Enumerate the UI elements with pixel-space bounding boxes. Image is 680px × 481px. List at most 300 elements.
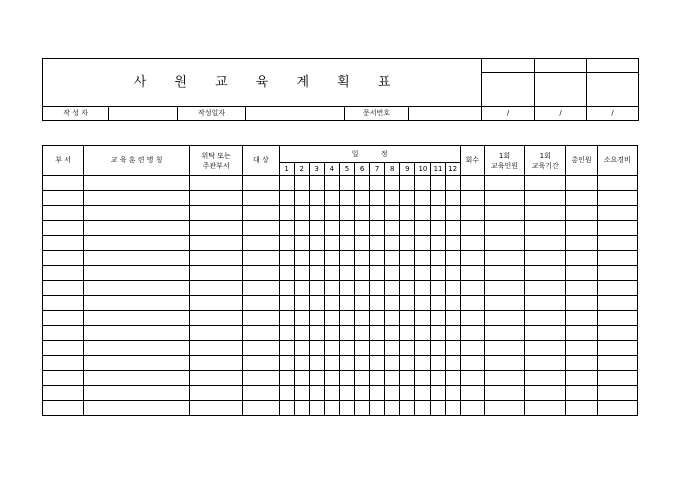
table-cell[interactable]: [355, 281, 370, 296]
table-cell[interactable]: [279, 206, 294, 221]
table-cell[interactable]: [445, 371, 460, 386]
table-cell[interactable]: [370, 326, 385, 341]
table-cell[interactable]: [385, 266, 400, 281]
table-cell[interactable]: [431, 386, 445, 401]
table-cell[interactable]: [400, 311, 415, 326]
table-cell[interactable]: [43, 266, 84, 281]
table-cell[interactable]: [355, 371, 370, 386]
table-cell[interactable]: [243, 386, 279, 401]
table-cell[interactable]: [294, 266, 309, 281]
table-cell[interactable]: [84, 356, 190, 371]
table-cell[interactable]: [189, 191, 242, 206]
table-cell[interactable]: [43, 206, 84, 221]
table-cell[interactable]: [415, 266, 431, 281]
table-cell[interactable]: [84, 236, 190, 251]
table-cell[interactable]: [566, 326, 597, 341]
table-cell[interactable]: [597, 176, 637, 191]
table-cell[interactable]: [460, 191, 484, 206]
table-cell[interactable]: [294, 251, 309, 266]
table-cell[interactable]: [415, 341, 431, 356]
table-cell[interactable]: [370, 356, 385, 371]
table-cell[interactable]: [484, 356, 524, 371]
table-cell[interactable]: [445, 326, 460, 341]
table-cell[interactable]: [597, 236, 637, 251]
doc-number-field[interactable]: [409, 107, 482, 121]
table-cell[interactable]: [355, 356, 370, 371]
table-cell[interactable]: [445, 341, 460, 356]
table-cell[interactable]: [294, 311, 309, 326]
table-cell[interactable]: [460, 311, 484, 326]
table-cell[interactable]: [309, 371, 324, 386]
table-cell[interactable]: [43, 281, 84, 296]
table-cell[interactable]: [243, 191, 279, 206]
table-cell[interactable]: [189, 176, 242, 191]
table-cell[interactable]: [400, 266, 415, 281]
table-cell[interactable]: [566, 251, 597, 266]
table-cell[interactable]: [400, 296, 415, 311]
table-cell[interactable]: [415, 356, 431, 371]
table-cell[interactable]: [189, 311, 242, 326]
table-cell[interactable]: [597, 281, 637, 296]
approval-box-2-label[interactable]: [535, 59, 587, 73]
table-cell[interactable]: [445, 401, 460, 416]
table-cell[interactable]: [525, 251, 566, 266]
table-cell[interactable]: [309, 296, 324, 311]
table-cell[interactable]: [566, 206, 597, 221]
table-cell[interactable]: [189, 266, 242, 281]
table-cell[interactable]: [597, 311, 637, 326]
table-cell[interactable]: [189, 356, 242, 371]
table-cell[interactable]: [243, 251, 279, 266]
table-cell[interactable]: [243, 281, 279, 296]
table-cell[interactable]: [339, 221, 354, 236]
date-field[interactable]: [246, 107, 345, 121]
table-cell[interactable]: [484, 176, 524, 191]
table-cell[interactable]: [400, 251, 415, 266]
table-cell[interactable]: [525, 221, 566, 236]
table-cell[interactable]: [309, 311, 324, 326]
table-cell[interactable]: [243, 236, 279, 251]
table-cell[interactable]: [400, 341, 415, 356]
table-cell[interactable]: [294, 221, 309, 236]
table-cell[interactable]: [324, 221, 339, 236]
table-cell[interactable]: [43, 311, 84, 326]
table-cell[interactable]: [525, 266, 566, 281]
table-cell[interactable]: [355, 221, 370, 236]
table-cell[interactable]: [445, 236, 460, 251]
table-cell[interactable]: [324, 401, 339, 416]
table-cell[interactable]: [355, 236, 370, 251]
table-cell[interactable]: [566, 356, 597, 371]
table-cell[interactable]: [431, 371, 445, 386]
table-cell[interactable]: [415, 386, 431, 401]
table-cell[interactable]: [460, 356, 484, 371]
approval-box-2-sign[interactable]: [535, 73, 587, 107]
table-cell[interactable]: [445, 221, 460, 236]
table-cell[interactable]: [243, 266, 279, 281]
table-cell[interactable]: [525, 176, 566, 191]
table-cell[interactable]: [279, 326, 294, 341]
table-cell[interactable]: [279, 221, 294, 236]
table-cell[interactable]: [400, 176, 415, 191]
table-cell[interactable]: [279, 236, 294, 251]
table-cell[interactable]: [385, 296, 400, 311]
table-cell[interactable]: [355, 296, 370, 311]
table-cell[interactable]: [597, 386, 637, 401]
table-cell[interactable]: [84, 371, 190, 386]
table-cell[interactable]: [324, 191, 339, 206]
table-cell[interactable]: [355, 266, 370, 281]
table-cell[interactable]: [84, 281, 190, 296]
table-cell[interactable]: [324, 176, 339, 191]
author-field[interactable]: [109, 107, 178, 121]
table-cell[interactable]: [484, 251, 524, 266]
table-cell[interactable]: [431, 266, 445, 281]
table-cell[interactable]: [415, 191, 431, 206]
table-cell[interactable]: [566, 266, 597, 281]
table-cell[interactable]: [309, 356, 324, 371]
table-cell[interactable]: [400, 371, 415, 386]
table-cell[interactable]: [445, 386, 460, 401]
table-cell[interactable]: [484, 206, 524, 221]
table-cell[interactable]: [324, 371, 339, 386]
table-cell[interactable]: [385, 191, 400, 206]
table-cell[interactable]: [597, 356, 637, 371]
table-cell[interactable]: [370, 341, 385, 356]
table-cell[interactable]: [324, 356, 339, 371]
table-cell[interactable]: [385, 251, 400, 266]
table-cell[interactable]: [525, 341, 566, 356]
table-cell[interactable]: [385, 371, 400, 386]
table-cell[interactable]: [309, 386, 324, 401]
table-cell[interactable]: [339, 206, 354, 221]
table-cell[interactable]: [370, 221, 385, 236]
table-cell[interactable]: [243, 401, 279, 416]
table-cell[interactable]: [370, 296, 385, 311]
table-cell[interactable]: [279, 281, 294, 296]
table-cell[interactable]: [484, 326, 524, 341]
table-cell[interactable]: [279, 371, 294, 386]
table-cell[interactable]: [279, 401, 294, 416]
table-cell[interactable]: [566, 221, 597, 236]
table-cell[interactable]: [84, 326, 190, 341]
table-cell[interactable]: [597, 266, 637, 281]
table-cell[interactable]: [370, 311, 385, 326]
table-cell[interactable]: [484, 221, 524, 236]
table-cell[interactable]: [189, 401, 242, 416]
table-cell[interactable]: [460, 296, 484, 311]
table-cell[interactable]: [400, 206, 415, 221]
table-cell[interactable]: [525, 371, 566, 386]
table-cell[interactable]: [243, 221, 279, 236]
table-cell[interactable]: [189, 371, 242, 386]
table-cell[interactable]: [525, 356, 566, 371]
table-cell[interactable]: [385, 281, 400, 296]
table-cell[interactable]: [385, 401, 400, 416]
approval-box-3-sign[interactable]: [587, 73, 639, 107]
table-cell[interactable]: [84, 176, 190, 191]
table-cell[interactable]: [294, 341, 309, 356]
table-cell[interactable]: [339, 386, 354, 401]
table-cell[interactable]: [43, 401, 84, 416]
table-cell[interactable]: [324, 251, 339, 266]
table-cell[interactable]: [415, 206, 431, 221]
table-cell[interactable]: [566, 341, 597, 356]
table-cell[interactable]: [415, 371, 431, 386]
table-cell[interactable]: [460, 401, 484, 416]
table-cell[interactable]: [355, 386, 370, 401]
table-cell[interactable]: [597, 251, 637, 266]
table-cell[interactable]: [324, 341, 339, 356]
table-cell[interactable]: [445, 176, 460, 191]
table-cell[interactable]: [431, 251, 445, 266]
table-cell[interactable]: [243, 356, 279, 371]
table-cell[interactable]: [370, 386, 385, 401]
table-cell[interactable]: [370, 401, 385, 416]
table-cell[interactable]: [460, 251, 484, 266]
table-cell[interactable]: [370, 281, 385, 296]
table-cell[interactable]: [525, 326, 566, 341]
table-cell[interactable]: [400, 401, 415, 416]
table-cell[interactable]: [400, 281, 415, 296]
table-cell[interactable]: [43, 356, 84, 371]
table-cell[interactable]: [279, 251, 294, 266]
table-cell[interactable]: [445, 311, 460, 326]
table-cell[interactable]: [355, 326, 370, 341]
table-cell[interactable]: [525, 311, 566, 326]
table-cell[interactable]: [294, 281, 309, 296]
table-cell[interactable]: [460, 266, 484, 281]
table-cell[interactable]: [431, 206, 445, 221]
table-cell[interactable]: [294, 386, 309, 401]
table-cell[interactable]: [309, 191, 324, 206]
table-cell[interactable]: [43, 221, 84, 236]
table-cell[interactable]: [484, 386, 524, 401]
table-cell[interactable]: [324, 281, 339, 296]
table-cell[interactable]: [431, 341, 445, 356]
table-cell[interactable]: [279, 266, 294, 281]
table-cell[interactable]: [309, 236, 324, 251]
table-cell[interactable]: [460, 371, 484, 386]
table-cell[interactable]: [324, 386, 339, 401]
table-cell[interactable]: [324, 326, 339, 341]
table-cell[interactable]: [43, 251, 84, 266]
table-cell[interactable]: [566, 311, 597, 326]
table-cell[interactable]: [243, 296, 279, 311]
table-cell[interactable]: [415, 296, 431, 311]
table-cell[interactable]: [189, 221, 242, 236]
table-cell[interactable]: [400, 356, 415, 371]
table-cell[interactable]: [189, 341, 242, 356]
table-cell[interactable]: [460, 341, 484, 356]
table-cell[interactable]: [445, 296, 460, 311]
table-cell[interactable]: [355, 341, 370, 356]
approval-date-1[interactable]: /: [482, 107, 535, 121]
table-cell[interactable]: [339, 266, 354, 281]
table-cell[interactable]: [355, 311, 370, 326]
table-cell[interactable]: [294, 176, 309, 191]
table-cell[interactable]: [324, 266, 339, 281]
table-cell[interactable]: [355, 206, 370, 221]
table-cell[interactable]: [279, 341, 294, 356]
table-cell[interactable]: [243, 311, 279, 326]
table-cell[interactable]: [370, 206, 385, 221]
table-cell[interactable]: [339, 326, 354, 341]
table-cell[interactable]: [355, 251, 370, 266]
table-cell[interactable]: [309, 206, 324, 221]
table-cell[interactable]: [566, 386, 597, 401]
table-cell[interactable]: [415, 311, 431, 326]
table-cell[interactable]: [84, 191, 190, 206]
table-cell[interactable]: [279, 311, 294, 326]
table-cell[interactable]: [566, 236, 597, 251]
table-cell[interactable]: [43, 386, 84, 401]
table-cell[interactable]: [355, 401, 370, 416]
table-cell[interactable]: [324, 206, 339, 221]
table-cell[interactable]: [279, 191, 294, 206]
table-cell[interactable]: [385, 356, 400, 371]
table-cell[interactable]: [243, 371, 279, 386]
table-cell[interactable]: [431, 326, 445, 341]
table-cell[interactable]: [189, 281, 242, 296]
table-cell[interactable]: [279, 176, 294, 191]
table-cell[interactable]: [385, 341, 400, 356]
table-cell[interactable]: [484, 266, 524, 281]
approval-box-1-sign[interactable]: [482, 73, 535, 107]
table-cell[interactable]: [294, 236, 309, 251]
approval-date-2[interactable]: /: [535, 107, 587, 121]
table-cell[interactable]: [355, 191, 370, 206]
table-cell[interactable]: [460, 281, 484, 296]
approval-box-3-label[interactable]: [587, 59, 639, 73]
table-cell[interactable]: [415, 281, 431, 296]
table-cell[interactable]: [279, 296, 294, 311]
table-cell[interactable]: [445, 251, 460, 266]
table-cell[interactable]: [43, 296, 84, 311]
table-cell[interactable]: [431, 221, 445, 236]
table-cell[interactable]: [484, 191, 524, 206]
table-cell[interactable]: [385, 176, 400, 191]
table-cell[interactable]: [189, 386, 242, 401]
table-cell[interactable]: [243, 326, 279, 341]
table-cell[interactable]: [84, 401, 190, 416]
table-cell[interactable]: [309, 176, 324, 191]
table-cell[interactable]: [339, 281, 354, 296]
table-cell[interactable]: [445, 281, 460, 296]
table-cell[interactable]: [460, 206, 484, 221]
table-cell[interactable]: [385, 326, 400, 341]
table-cell[interactable]: [566, 371, 597, 386]
table-cell[interactable]: [339, 236, 354, 251]
table-cell[interactable]: [339, 356, 354, 371]
table-cell[interactable]: [566, 401, 597, 416]
table-cell[interactable]: [597, 371, 637, 386]
table-cell[interactable]: [431, 191, 445, 206]
table-cell[interactable]: [597, 221, 637, 236]
table-cell[interactable]: [339, 296, 354, 311]
table-cell[interactable]: [339, 311, 354, 326]
table-cell[interactable]: [415, 221, 431, 236]
table-cell[interactable]: [84, 251, 190, 266]
table-cell[interactable]: [189, 236, 242, 251]
table-cell[interactable]: [460, 221, 484, 236]
table-cell[interactable]: [431, 401, 445, 416]
table-cell[interactable]: [43, 176, 84, 191]
table-cell[interactable]: [484, 341, 524, 356]
table-cell[interactable]: [243, 206, 279, 221]
table-cell[interactable]: [279, 386, 294, 401]
table-cell[interactable]: [415, 401, 431, 416]
table-cell[interactable]: [445, 356, 460, 371]
table-cell[interactable]: [400, 386, 415, 401]
table-cell[interactable]: [309, 341, 324, 356]
table-cell[interactable]: [415, 236, 431, 251]
table-cell[interactable]: [324, 311, 339, 326]
table-cell[interactable]: [597, 341, 637, 356]
table-cell[interactable]: [339, 176, 354, 191]
table-cell[interactable]: [84, 311, 190, 326]
table-cell[interactable]: [484, 401, 524, 416]
table-cell[interactable]: [294, 191, 309, 206]
table-cell[interactable]: [431, 356, 445, 371]
table-cell[interactable]: [309, 401, 324, 416]
table-cell[interactable]: [484, 236, 524, 251]
table-cell[interactable]: [566, 191, 597, 206]
table-cell[interactable]: [294, 401, 309, 416]
table-cell[interactable]: [431, 311, 445, 326]
table-cell[interactable]: [84, 221, 190, 236]
table-cell[interactable]: [84, 266, 190, 281]
table-cell[interactable]: [597, 401, 637, 416]
table-cell[interactable]: [385, 236, 400, 251]
table-cell[interactable]: [309, 281, 324, 296]
table-cell[interactable]: [370, 251, 385, 266]
table-cell[interactable]: [566, 296, 597, 311]
table-cell[interactable]: [370, 236, 385, 251]
table-cell[interactable]: [370, 176, 385, 191]
table-cell[interactable]: [339, 191, 354, 206]
table-cell[interactable]: [566, 281, 597, 296]
table-cell[interactable]: [400, 221, 415, 236]
table-cell[interactable]: [370, 266, 385, 281]
table-cell[interactable]: [309, 326, 324, 341]
table-cell[interactable]: [339, 251, 354, 266]
table-cell[interactable]: [84, 341, 190, 356]
approval-box-1-label[interactable]: [482, 59, 535, 73]
table-cell[interactable]: [415, 251, 431, 266]
table-cell[interactable]: [189, 206, 242, 221]
table-cell[interactable]: [309, 221, 324, 236]
table-cell[interactable]: [339, 401, 354, 416]
table-cell[interactable]: [385, 311, 400, 326]
table-cell[interactable]: [484, 281, 524, 296]
table-cell[interactable]: [431, 296, 445, 311]
table-cell[interactable]: [460, 326, 484, 341]
table-cell[interactable]: [525, 401, 566, 416]
table-cell[interactable]: [525, 281, 566, 296]
table-cell[interactable]: [294, 356, 309, 371]
table-cell[interactable]: [597, 206, 637, 221]
table-cell[interactable]: [324, 236, 339, 251]
table-cell[interactable]: [385, 386, 400, 401]
table-cell[interactable]: [400, 191, 415, 206]
table-cell[interactable]: [400, 326, 415, 341]
table-cell[interactable]: [484, 311, 524, 326]
table-cell[interactable]: [309, 251, 324, 266]
table-cell[interactable]: [279, 356, 294, 371]
table-cell[interactable]: [43, 326, 84, 341]
table-cell[interactable]: [385, 221, 400, 236]
